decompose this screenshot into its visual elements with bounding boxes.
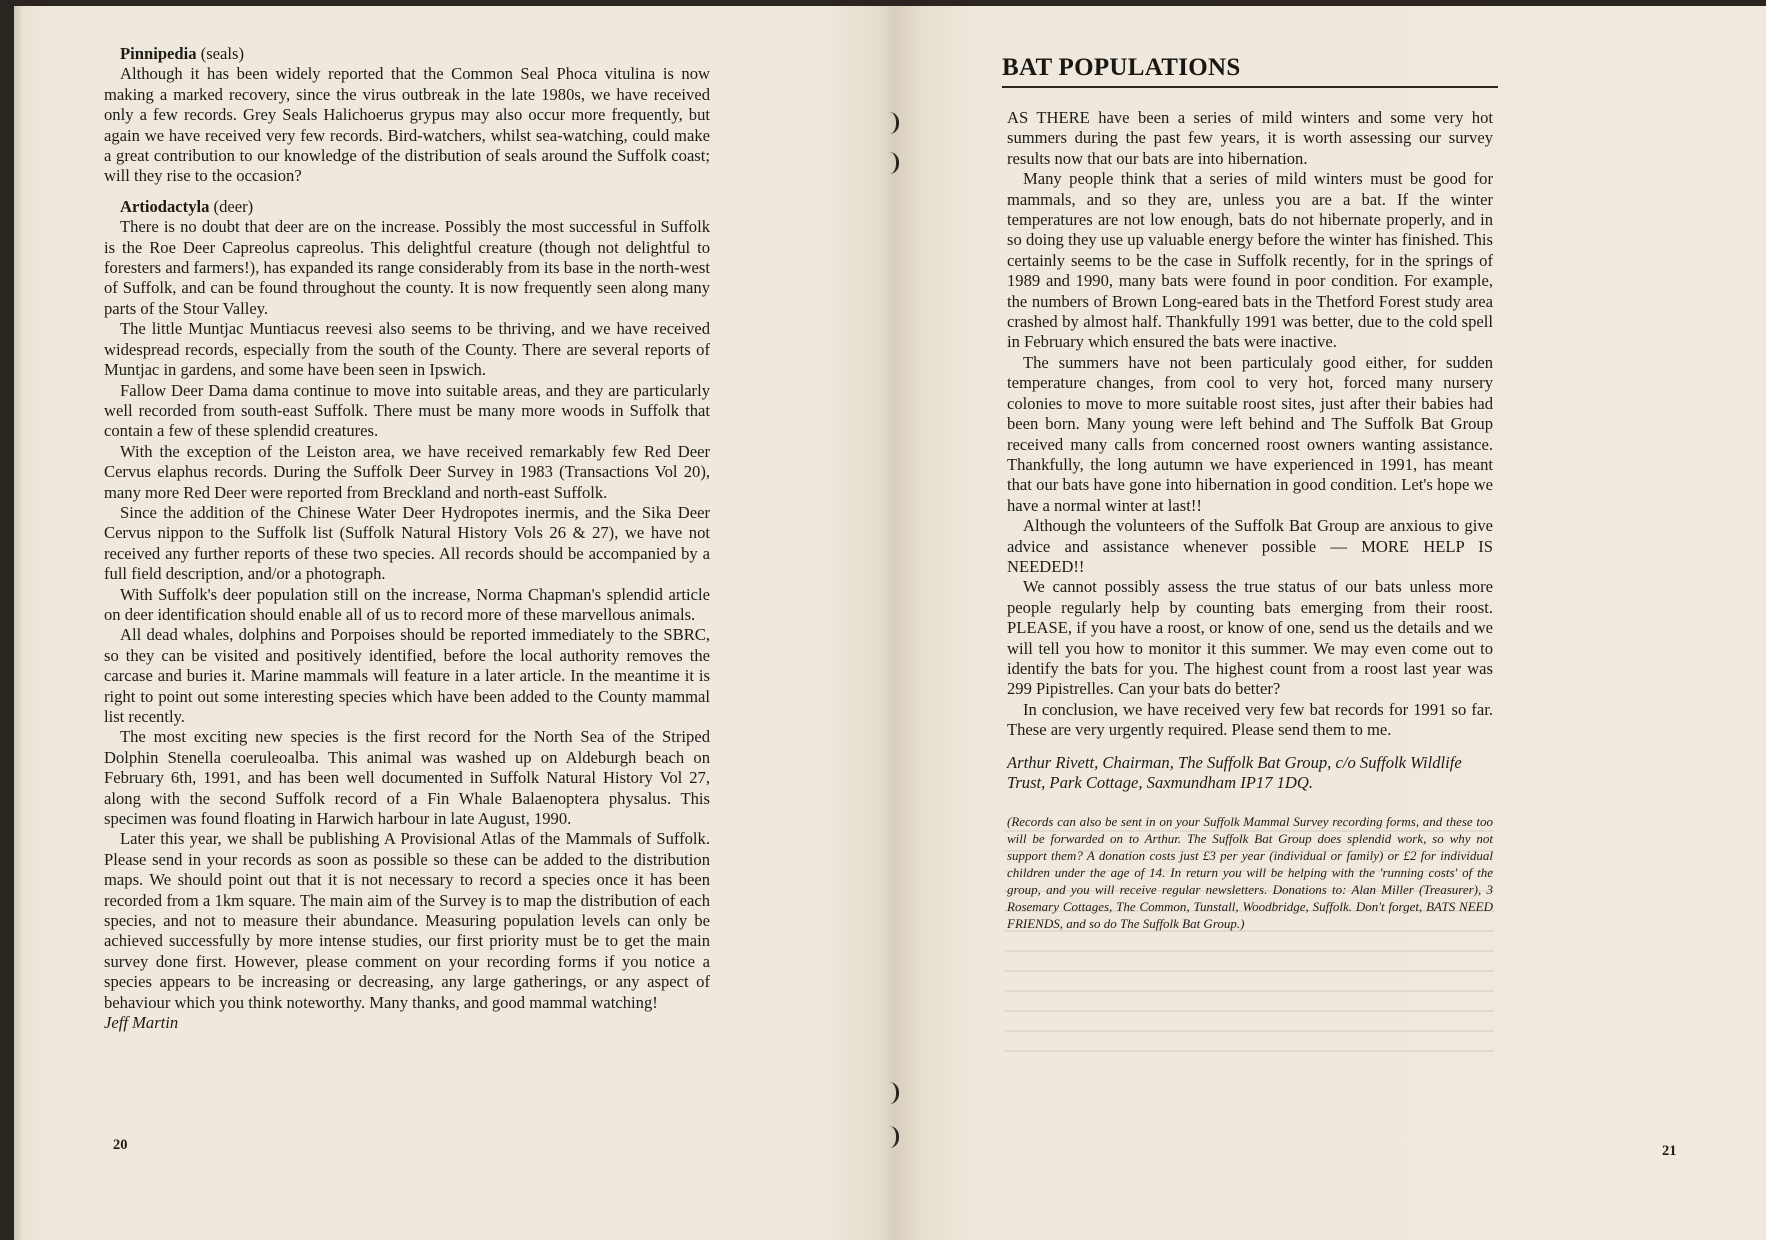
left-article-column: [104, 44, 710, 1034]
page-number: 21: [1662, 1143, 1677, 1159]
section-heading-pinnipedia: [104, 44, 710, 64]
paragraph: Although the volunteers of the Suffolk Bat Group are anxious to give advice and assistance whenever possible — MORE HELP IS NEEDED!!: [1007, 516, 1493, 576]
paragraph: We cannot possibly assess the true status of our bats unless more people regularly help by counting bats emerging from their roost. PLEASE, if you have a roost, or know of one, send us the details and we will tell you how to monitor it this summer. We may even come out to identify the bats for you. The highest count from a roost last year was 299 Pipistrelles. Can your bats do better?: [1007, 577, 1493, 699]
paragraph: Although it has been widely reported that the Common Seal Phoca vitulina is now making a marked recovery, since the virus outbreak in the late 1980s, we have received only a few records. Grey Seals Halichoerus grypus may also occur more frequently, but again we have received very few records. Bird-watchers, whilst sea-watching, could make a great contribution to our knowledge of the distribution of seals around the Suffolk coast; will they rise to the occasion?: [104, 64, 710, 186]
page-edge: [14, 6, 22, 1240]
paragraph: Fallow Deer Dama dama continue to move into suitable areas, and they are particularly well recorded from south-east Suffolk. There must be many more woods in Suffolk that contain a few of these splendid creatures.: [104, 380, 710, 441]
paragraph: There is no doubt that deer are on the increase. Possibly the most successful in Suffolk is the Roe Deer Capreolus capreolus. This delightful creature (though not delightful to foresters and farmers!), has expanded its range considerably from its base in the north-west of Suffolk, and can be found throughout the county. It is now frequently seen along many parts of the Stour Valley.: [104, 217, 710, 318]
heading-text: Pinnipedia: [120, 44, 197, 63]
author-address: Arthur Rivett, Chairman, The Suffolk Bat Group, c/o Suffolk Wildlife Trust, Park Cottage, Saxmundham IP17 1DQ.: [1007, 752, 1462, 792]
paragraph: The little Muntjac Muntiacus reevesi also seems to be thriving, and we have received widespread records, especially from the south of the County. There are several reports of Muntjac in gardens, and some have been seen in Ipswich.: [104, 319, 710, 380]
page-number: 20: [113, 1137, 128, 1153]
heading-subtext: (seals): [196, 44, 245, 63]
paragraph: All dead whales, dolphins and Porpoises should be reported immediately to the SBRC, so they can be visited and positively identified, before the local authority removes the carcase and buries it. Marine mammals will feature in a later article. In the meantime it is right to point out some interesting species which have been added to the County mammal list recently.: [104, 625, 710, 726]
paragraph: Since the addition of the Chinese Water Deer Hydropotes inermis, and the Sika Deer Cervus nippon to the Suffolk list (Suffolk Natural History Vols 26 & 27), we have not received any further reports of these two species. All records should be accompanied by a full field description, and/or a photograph.: [104, 502, 710, 584]
section-heading-artiodactyla: [104, 197, 710, 217]
paragraph: In conclusion, we have received very few bat records for 1991 so far. These are very urgently required. Please send them to me.: [1007, 699, 1493, 740]
paragraph: With the exception of the Leiston area, we have received remarkably few Red Deer Cervus elaphus records. During the Suffolk Deer Survey in 1983 (Transactions Vol 20), many more Red Deer were reported from Breckland and north-east Suffolk.: [104, 441, 710, 502]
show-through-text: [1004, 830, 1494, 1060]
page-title: BAT POPULATIONS: [1002, 54, 1498, 88]
paragraph: The most exciting new species is the first record for the North Sea of the Striped Dolphin Stenella coeruleoalba. This animal was washed up on Aldeburgh beach on February 6th, 1991, and has been well documented in Suffolk Natural History Vol 27, along with the second Suffolk record of a Fin Whale Balaenoptera physalus. This specimen was found floating in Harwich harbour in late August, 1990.: [104, 727, 710, 829]
paragraph: AS THERE have been a series of mild winters and some very hot summers during the past few years, it is worth assessing our survey results now that our bats are into hibernation.: [1007, 108, 1493, 168]
heading-subtext: (deer): [209, 196, 254, 216]
paragraph: Many people think that a series of mild winters must be good for mammals, and so they are, unless you are a bat. If the winter temperatures are not low enough, bats do not hibernate properly, and in so doing they use up valuable energy before the winter has finished. This certainly seems to be the case in Suffolk recently, for in the springs of 1989 and 1990, many bats were found in poor condition. For example, the numbers of Brown Long-eared bats in the Thetford Forest study area crashed by almost half. Thankfully 1991 was better, due to the cold spell in February which ensured the bats were inactive.: [1007, 169, 1493, 352]
paragraph: With Suffolk's deer population still on the increase, Norma Chapman's splendid article on deer identification should enable all of us to record more of these marvellous animals.: [104, 584, 710, 624]
heading-text: Artiodactyla: [120, 196, 210, 216]
paragraph: Later this year, we shall be publishing A Provisional Atlas of the Mammals of Suffolk. Please send in your records as soon as possible so these can be added to the distribution maps. We should point out that it is not necessary to record a species once it has been recorded from a 1km square. The main aim of the Survey is to map the distribution of each species, and not to measure their abundance. Measuring population levels can only be achieved successfully by more intense studies, our first priority must be to get the main survey done first. However, please comment on your recording forms if you notice a species appears to be increasing or decreasing, any large gatherings, or any aspect of behaviour which you think noteworthy. Many thanks, and good mammal watching!: [104, 829, 710, 1012]
background-corner: [1720, 0, 1766, 6]
editorial-note: (Records can also be sent in on your Suffolk Mammal Survey recording forms, and these too will be forwarded on to Arthur. The Suffolk Bat Group does splendid work, so why not support them? A donation costs just £3 per year (individual or family) or £2 for individual children under the age of 14. In return you will be helping with the 'running costs' of the group, and you will receive regular newsletters. Donations to: Alan Miller (Treasurer), 3 Rosemary Cottages, The Common, Tunstall, Woodbridge, Suffolk. Don't forget, BATS NEED FRIENDS, and so do The Suffolk Bat Group.): [1007, 814, 1493, 932]
author-signature: Jeff Martin: [104, 1013, 179, 1033]
right-article-column: [1007, 108, 1493, 932]
paragraph: The summers have not been particulaly good either, for sudden temperature changes, from cool to very hot, forced many nursery colonies to move to more suitable roost sites, just after their babies had been born. Many young were left behind and The Suffolk Bat Group received many calls from concerned roost owners wanting assistance. Thankfully, the long autumn we have experienced in 1991, has meant that our bats have gone into hibernation in good condition. Let's hope we have a normal winter at last!!: [1007, 352, 1493, 515]
